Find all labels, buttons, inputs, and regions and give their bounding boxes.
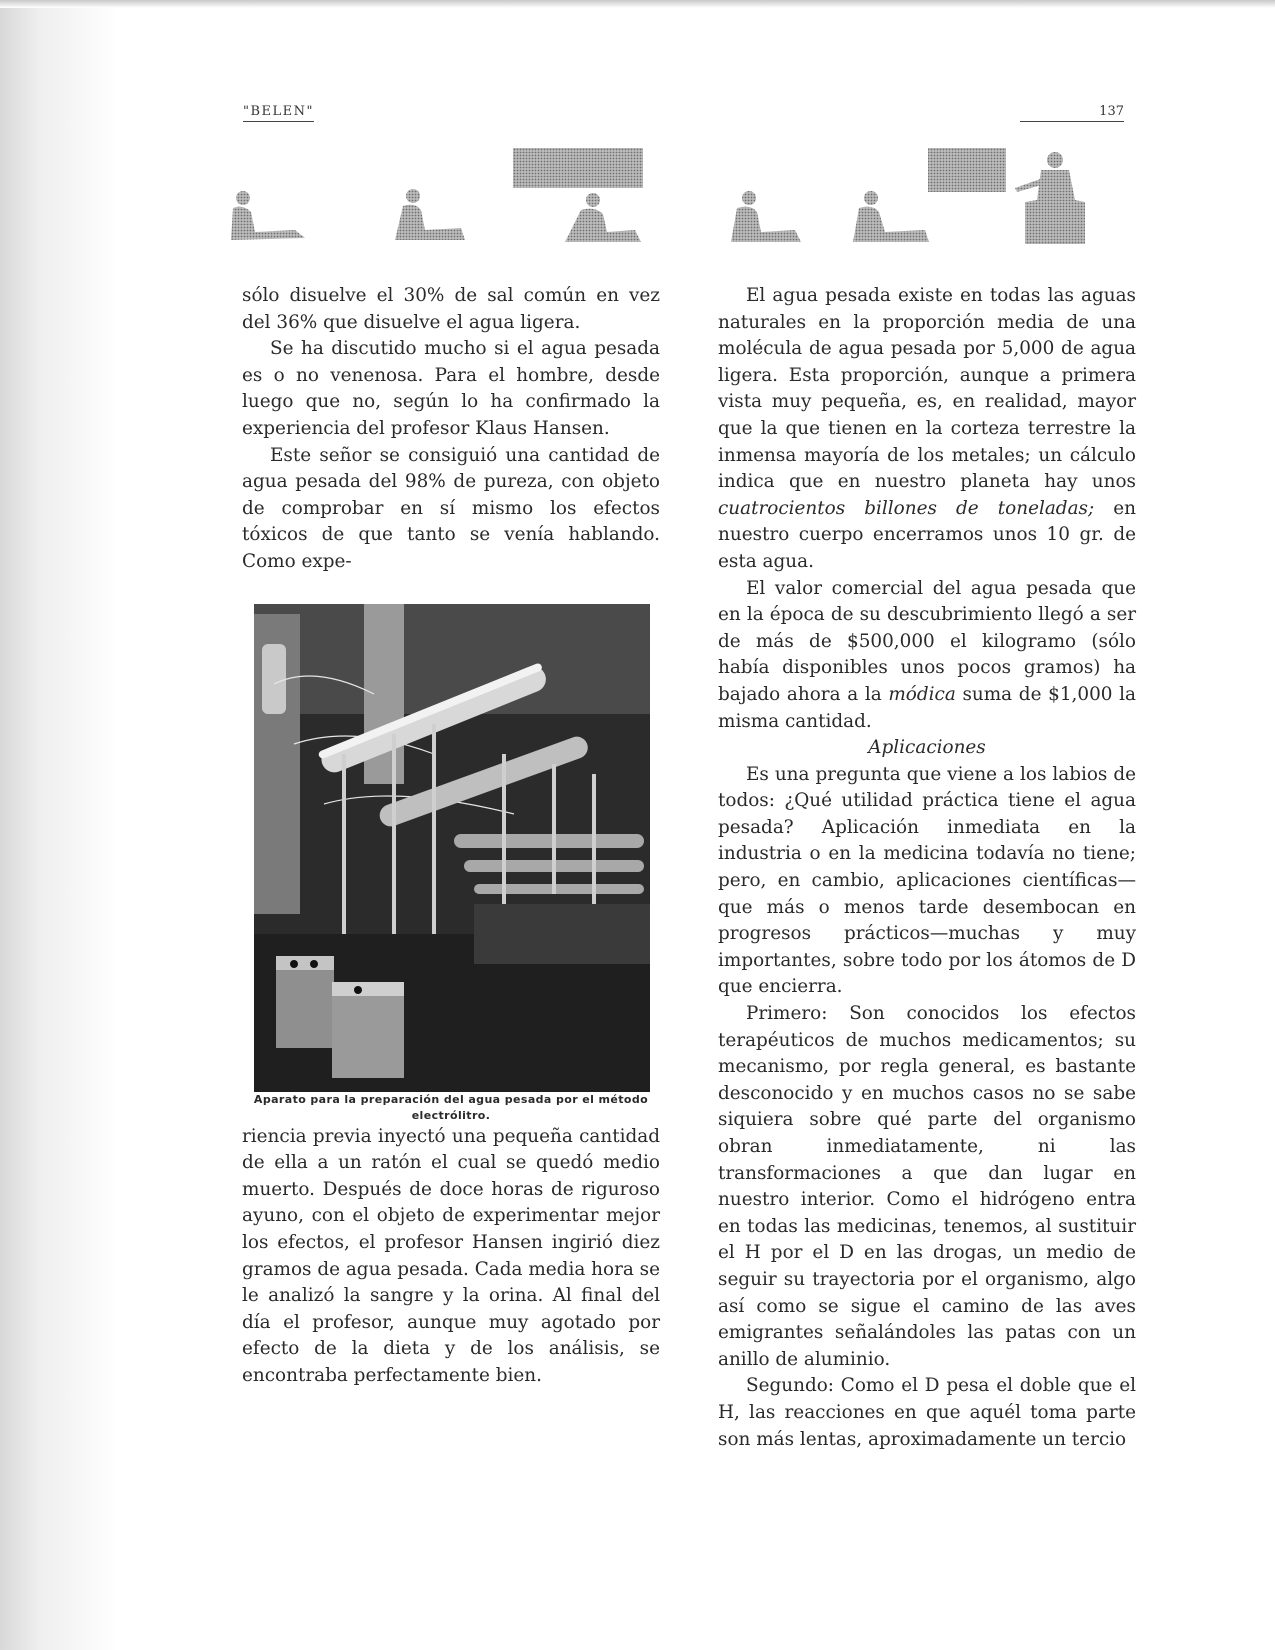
figure-caption: Aparato para la preparación del agua pesada por el método electrólitro. (253, 1092, 649, 1122)
decorative-figures-band (225, 148, 1145, 262)
right-paragraph-2 (718, 576, 1136, 736)
right-column (718, 283, 1136, 1453)
figure-seated-writer (731, 191, 801, 242)
figure-blackboard-writer (513, 148, 643, 242)
scan-edge-shadow (0, 0, 118, 1650)
right-paragraph-2-emphasis: módica (888, 683, 956, 705)
left-paragraph-2: Se ha discutido mucho si el agua pesada es o no venenosa. Para el hombre, desde luego que no, según lo ha confirmado la experiencia del profesor Klaus Hansen. (242, 338, 660, 439)
right-paragraph-2-text-a: El valor comercial del agua pesada que en la época de su descubrimiento llegó a ser de más de $500,000 el kilogramo (sólo había disponibles unos pocos gramos) ha bajado ahora a la (718, 577, 1136, 705)
right-paragraph-5: Segundo: Como el D pesa el doble que el H, las reacciones en que aquél toma parte son más lentas, aproximadamente un tercio (718, 1375, 1136, 1450)
left-paragraph-1: sólo disuelve el 30% de sal común en vez del 36% que disuelve el agua ligera. (242, 285, 660, 333)
right-paragraph-1-text-b: en nuestro cuerpo encerramos unos 10 gr. de esta agua. (718, 497, 1136, 572)
left-paragraph-3: Este señor se consiguió una cantidad de agua pesada del 98% de pureza, con objeto de comprobar en sí mismo los efectos tóxicos de que tanto se venía hablando. Como expe- (242, 444, 660, 572)
electrolysis-apparatus-image (254, 604, 650, 1092)
left-column (242, 283, 660, 1389)
page-number: 137 (1020, 104, 1124, 122)
figure-reclining-reader (231, 191, 305, 240)
right-paragraph-1 (718, 283, 1136, 576)
left-paragraph-4: riencia previa inyectó una pequeña cantidad de ella a un ratón el cual se quedó medio muerto. Después de doce horas de riguroso ayuno, con el objeto de experimentar mejor los efectos, el profesor Hansen ingirió diez gramos de agua pesada. Cada media hora se le analizó la sangre y la orina. Al final del día el profesor, aunque muy agotado por efecto de la dieta y de los análisis, se encontraba perfectamente bien. (242, 1125, 660, 1386)
figure-seated-desk (395, 189, 465, 240)
figure-lecturer-podium (928, 148, 1085, 244)
section-heading-aplicaciones: Aplicaciones (868, 737, 986, 759)
right-paragraph-4: Primero: Son conocidos los efectos terapéuticos de muchos medicamentos; su mecanismo, por regla general, es bastante desconocido y en muchos casos no se sabe siquiera sobre qué parte del organismo obran inmediatamente, ni las transformaciones a que dan lugar en nuestro interior. Como el hidrógeno entra en todas las medicinas, tenemos, al sustituir el H por el D en las drogas, un medio de seguir su trayectoria por el organismo, algo así como se sigue el camino de las aves emigrantes señalándoles las patas con un anillo de aluminio. (718, 1003, 1136, 1370)
right-paragraph-2-text-b: suma de $1,000 la misma cantidad. (718, 683, 1136, 732)
running-header-title: "BELEN" (243, 104, 314, 122)
figure-seated-table (853, 191, 929, 242)
right-paragraph-1-emphasis: cuatrocientos billones de toneladas; (718, 497, 1095, 519)
apparatus-photo (254, 604, 650, 1092)
right-paragraph-3: Es una pregunta que viene a los labios de todos: ¿Qué utilidad práctica tiene el agua pesada? Aplicación inmediata en la industria o en la medicina todavía no tiene; pero, en cambio, aplicaciones científicas—que más o menos tarde desembocan en progresos prácticos—muchas y muy importantes, sobre todo por los átomos de D que encierra. (718, 763, 1136, 998)
right-paragraph-1-text-a: El agua pesada existe en todas las aguas naturales en la proporción media de una molécula de agua pesada por 5,000 de agua ligera. Esta proporción, aunque a primera vista muy pequeña, es, en realidad, mayor que la que tienen en la corteza terrestre la inmensa mayoría de los metales; un cálculo indica que en nuestro planeta hay unos (718, 285, 1136, 493)
scan-top-shadow (0, 0, 1275, 8)
